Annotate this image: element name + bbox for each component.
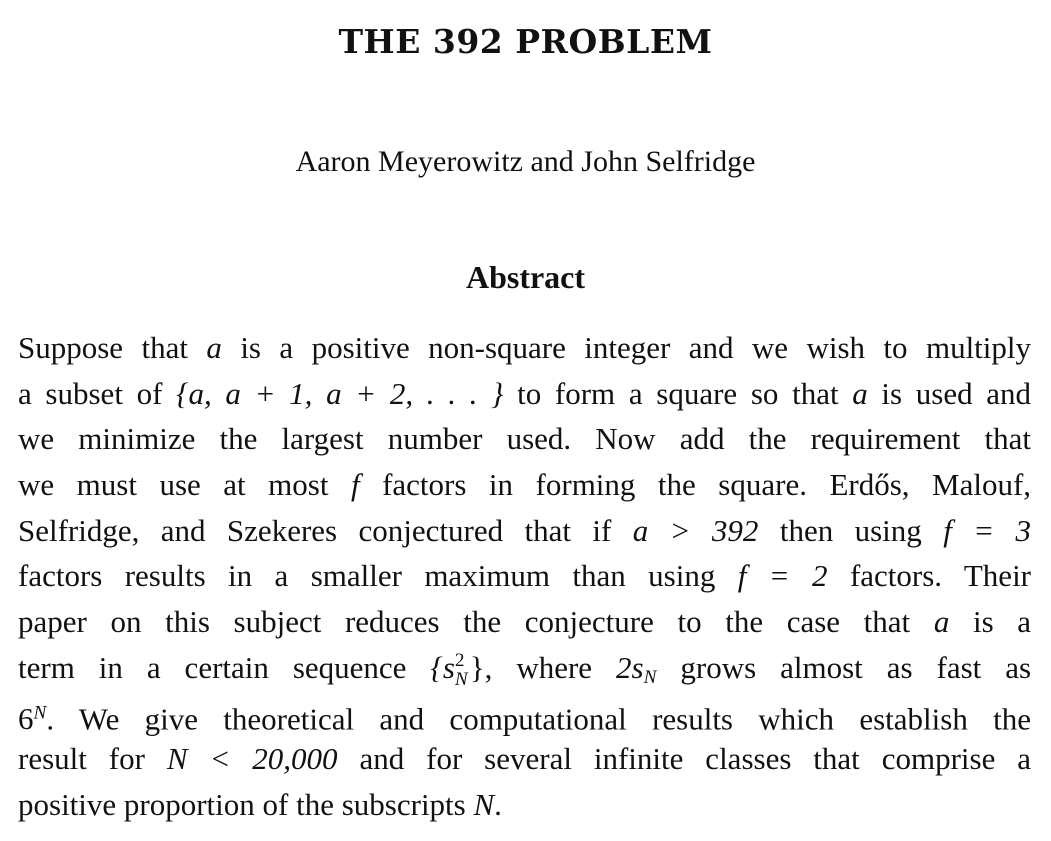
- text-segment: we must use at most: [18, 467, 329, 503]
- text-segment: a subset of: [18, 375, 163, 411]
- text-segment: . We give theoretical and computational results which establish the: [46, 701, 1031, 737]
- paper-title: THE 392 PROBLEM: [338, 22, 713, 61]
- abstract-line-9: [18, 691, 1031, 737]
- math-close: },: [469, 649, 493, 685]
- text-segment: then using: [779, 512, 922, 548]
- text-segment: we minimize the largest number used. Now add the requirement that: [18, 421, 1031, 457]
- paper-authors: Aaron Meyerowitz and John Selfridge: [295, 145, 756, 178]
- math-subscript: N: [643, 666, 657, 688]
- text-segment: is a: [972, 604, 1032, 640]
- text-segment: factors in forming the square. Erdős, Malouf,: [382, 467, 1032, 503]
- math-base: 6: [18, 701, 34, 737]
- math-expression: [616, 649, 657, 688]
- abstract-line-4: [18, 462, 1031, 508]
- text-segment: is a positive non-square integer and we wish to multiply: [240, 330, 1032, 365]
- math-power: [18, 701, 46, 736]
- abstract-line-8: [18, 645, 1031, 691]
- math-superscript: 2: [454, 650, 465, 672]
- abstract-line-10: [18, 736, 1031, 782]
- math-expression: f = 3: [943, 512, 1032, 548]
- math-expression: a > 392: [632, 512, 759, 548]
- abstract-line-1: [18, 325, 1031, 371]
- abstract-heading: Abstract: [465, 259, 586, 295]
- math-expression: {a, a + 1, a + 2, . . . }: [176, 375, 504, 411]
- math-subscript: N: [454, 668, 468, 690]
- abstract-line-7: [18, 599, 1031, 645]
- text-segment: grows almost as fast as: [680, 649, 1032, 685]
- math-subsup: [455, 652, 468, 689]
- math-expression: f = 2: [737, 558, 828, 594]
- text-segment: Selfridge, and Szekeres conjectured that if: [18, 512, 612, 548]
- math-variable: N: [473, 786, 495, 822]
- abstract-line-6: [18, 553, 1031, 599]
- math-expression: N < 20,000: [166, 741, 338, 777]
- text-segment: where: [516, 649, 593, 685]
- text-segment: positive proportion of the subscripts: [18, 786, 466, 822]
- math-superscript: N: [33, 702, 47, 724]
- math-open: {s: [430, 649, 455, 685]
- text-segment: paper on this subject reduces the conjecture to the case that: [18, 604, 911, 640]
- math-base: 2s: [616, 649, 644, 685]
- text-segment: is used and: [881, 375, 1032, 411]
- math-variable: f: [350, 467, 360, 503]
- math-variable: a: [933, 604, 950, 640]
- abstract-line-3: [18, 416, 1031, 462]
- abstract-line-2: [18, 371, 1031, 417]
- text-segment: factors results in a smaller maximum than using: [18, 558, 716, 594]
- abstract-body: [18, 325, 1031, 828]
- text-segment: factors. Their: [849, 558, 1032, 594]
- text-segment: term in a certain sequence: [18, 649, 407, 685]
- abstract-line-11: [18, 782, 1031, 828]
- math-sequence: [430, 649, 493, 690]
- text-segment: and for several infinite classes that comprise a: [359, 741, 1031, 777]
- math-variable: a: [206, 330, 222, 365]
- abstract-line-5: [18, 508, 1031, 554]
- text-segment: .: [494, 786, 502, 822]
- text-segment: result for: [18, 741, 145, 777]
- text-segment: to form a square so that: [517, 375, 839, 411]
- math-variable: a: [852, 375, 868, 411]
- text-segment: Suppose that: [18, 330, 188, 365]
